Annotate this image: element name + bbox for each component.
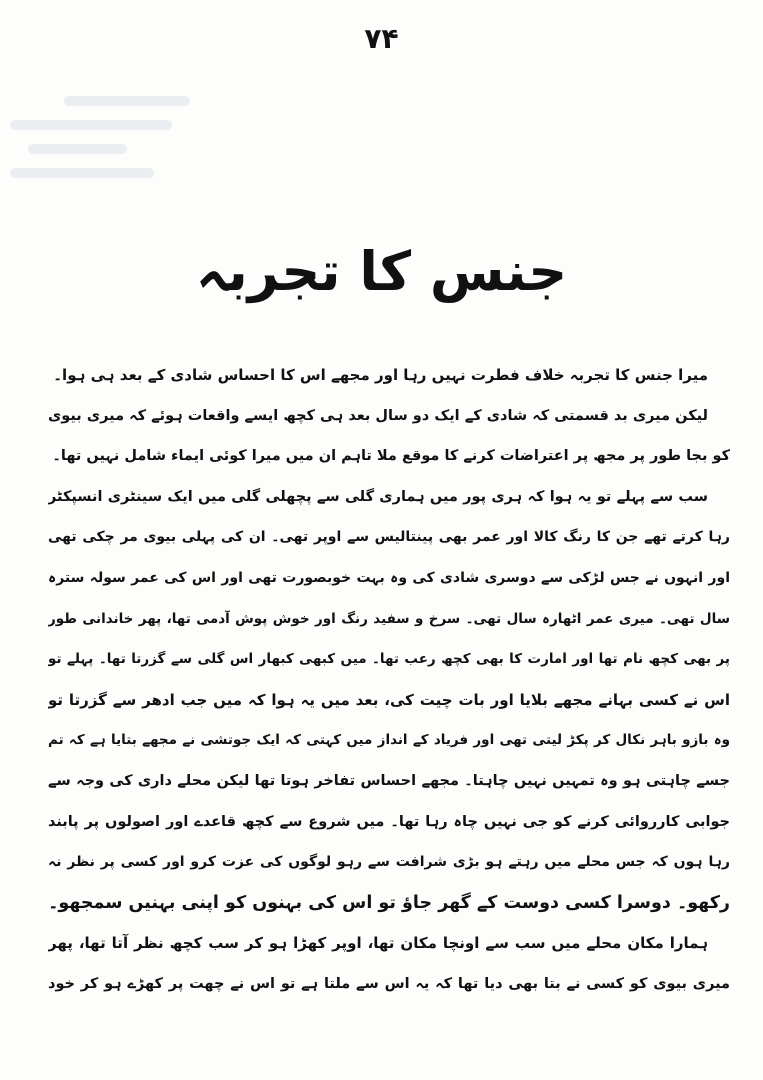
text-line: وہ بازو باہر نکال کر پکڑ لیتی تھی اور فریاد کے انداز میں کہتی کہ ایک جوتشی نے مجھے بتایا ہے کہ تم	[48, 732, 730, 749]
text-line: پر بھی کچھ نام تھا اور امارت کا بھی کچھ رعب تھا۔ میں کبھی کبھار اس گلی سے گزرتا تھا۔ پہلے تو	[48, 651, 730, 668]
page-number: ۷۴	[364, 22, 399, 55]
text-line: رکھو۔ دوسرا کسی دوست کے گھر جاؤ تو اس کی بہنوں کو اپنی بہنیں سمجھو۔	[48, 892, 730, 913]
text-line: کو بجا طور پر مجھ پر اعتراضات کرنے کا موقع ملا تاہم ان میں میرا کوئی ایماء شامل نہیں تھا۔	[52, 448, 730, 465]
text-line: جسے چاہتی ہو وہ تمہیں نہیں چاہتا۔ مجھے احساس تفاخر ہوتا تھا لیکن محلے داری کی وجہ سے	[48, 772, 730, 789]
text-line: رہا کرتے تھے جن کا رنگ کالا اور عمر بھی پینتالیس سے اوپر تھی۔ ان کی پہلی بیوی مر چکی تھی	[48, 529, 730, 546]
text-line: سب سے پہلے تو یہ ہوا کہ ہری پور میں ہماری گلی سے پچھلی گلی میں ایک سینٹری انسپکٹر	[48, 488, 708, 505]
text-line: سال تھی۔ میری عمر اٹھارہ سال تھی۔ سرخ و سفید رنگ اور خوش پوش آدمی تھا، پھر خاندانی طور	[48, 610, 730, 627]
body-text	[48, 355, 730, 1005]
text-line: میری بیوی کو کسی نے بتا بھی دیا تھا کہ یہ اس سے ملتا ہے تو اس نے چھت پر کھڑے ہو کر خود	[48, 975, 730, 992]
text-line: میرا جنس کا تجربہ خلاف فطرت نہیں رہا اور مجھے اس کا احساس شادی کے بعد ہی ہوا۔	[53, 366, 708, 384]
text-line: جوابی کارروائی کرنے کو جی نہیں چاہ رہا تھا۔ میں شروع سے کچھ قاعدے اور اصولوں پر پابند	[48, 813, 730, 830]
text-line: ہمارا مکان محلے میں سب سے اونچا مکان تھا، اوپر کھڑا ہو کر سب کچھ نظر آتا تھا، پھر	[48, 934, 708, 953]
text-line: اس نے کسی بہانے مجھے بلایا اور بات چیت کی، بعد میں یہ ہوا کہ میں جب ادھر سے گزرتا تو	[48, 690, 730, 709]
chapter-title: جنس کا تجربہ	[195, 240, 568, 303]
faint-stamp-mark	[10, 82, 190, 192]
text-line: لیکن میری بد قسمتی کہ شادی کے ایک دو سال بعد ہی کچھ ایسے واقعات ہوئے کہ میری بیوی	[48, 407, 708, 424]
text-line: رہا ہوں کہ جس محلے میں رہتے ہو بڑی شرافت سے رہو لوگوں کی عزت کرو اور کسی پر نظر نہ	[48, 854, 730, 871]
text-line: اور انہوں نے جس لڑکی سے دوسری شادی کی وہ بہت خوبصورت تھی اور اس کی عمر سولہ سترہ	[48, 569, 730, 586]
